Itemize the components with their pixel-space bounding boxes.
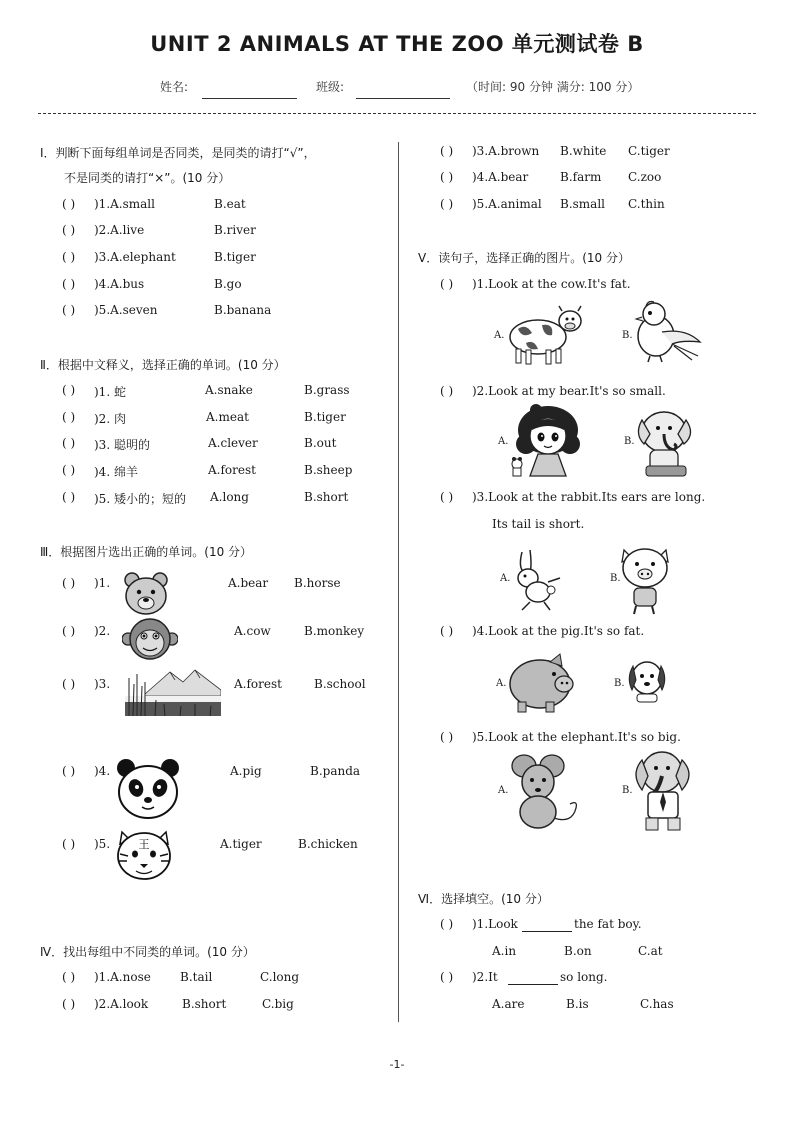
answer-blank[interactable]: ( ) <box>62 677 76 691</box>
section-1-title-2: 不是同类的请打“×”。(10 分） <box>64 171 231 185</box>
question: )2. <box>94 624 111 638</box>
answer-blank[interactable]: ( ) <box>440 144 454 158</box>
option-c: C.big <box>262 997 294 1011</box>
option-b: B.tiger <box>304 410 346 424</box>
girl-with-bear-picture[interactable] <box>508 404 584 480</box>
option-a: A.bear <box>228 576 269 590</box>
puppy-picture[interactable] <box>624 656 670 704</box>
name-label: 姓名: <box>160 80 189 94</box>
question: )1.A.nose <box>94 970 151 984</box>
answer-blank[interactable]: ( ) <box>62 764 76 778</box>
option-a: A.meat <box>206 410 249 424</box>
option-b: B.banana <box>214 303 272 317</box>
answer-blank[interactable]: ( ) <box>62 624 76 638</box>
question: )4. 绵羊 <box>94 465 138 479</box>
divider <box>38 113 756 114</box>
option-a: A.forest <box>208 463 256 477</box>
big-elephant-picture[interactable] <box>630 748 696 834</box>
question: )1.A.small <box>94 197 155 211</box>
question: )2. 肉 <box>94 412 126 426</box>
pig-standing-picture[interactable] <box>618 542 672 616</box>
option-b: B.tail <box>180 970 213 984</box>
page-number: -1- <box>389 1058 405 1071</box>
option-a: A.are <box>492 997 525 1011</box>
section-3-title: Ⅲ．根据图片选出正确的单词。(10 分） <box>40 545 253 559</box>
forest-picture <box>125 664 221 716</box>
picture-label-b: B. <box>624 436 635 447</box>
option-b: B.monkey <box>304 624 365 638</box>
page-title: UNIT 2 ANIMALS AT THE ZOO 单元测试卷 B <box>150 32 644 56</box>
question: )3. <box>94 677 111 691</box>
option-b: B.sheep <box>304 463 353 477</box>
question: )5.A.animal <box>472 197 542 211</box>
option-c: C.at <box>638 944 663 958</box>
bear-face-picture <box>122 570 170 616</box>
option-c: C.has <box>640 997 674 1011</box>
answer-blank[interactable]: ( ) <box>440 170 454 184</box>
rabbit-picture[interactable] <box>508 548 568 612</box>
question: )4.Look at the pig.It's so fat. <box>472 624 645 638</box>
option-b: B.chicken <box>298 837 358 851</box>
option-a: A.pig <box>230 764 262 778</box>
fill-blank[interactable] <box>508 971 558 985</box>
picture-label-b: B. <box>614 678 625 689</box>
picture-label-b: B. <box>622 330 633 341</box>
option-b: B.horse <box>294 576 341 590</box>
section-6-title: Ⅵ．选择填空。(10 分） <box>418 892 549 906</box>
mouse-picture[interactable] <box>508 752 580 832</box>
option-b: B.eat <box>214 197 246 211</box>
picture-label-a: A. <box>498 436 509 447</box>
answer-blank[interactable]: ( ) <box>440 197 454 211</box>
option-a: A.tiger <box>220 837 262 851</box>
section-4-title: Ⅳ．找出每组中不同类的单词。(10 分） <box>40 945 255 959</box>
option-b: B.short <box>182 997 227 1011</box>
option-b: B.farm <box>560 170 602 184</box>
option-b: B.grass <box>304 383 350 397</box>
answer-blank[interactable]: ( ) <box>62 970 76 984</box>
question: )1.Look at the cow.It's fat. <box>472 277 631 291</box>
class-label: 班级: <box>316 80 345 94</box>
picture-label-a: A. <box>496 678 507 689</box>
answer-blank[interactable]: ( ) <box>440 490 454 504</box>
question: )4. <box>94 764 111 778</box>
option-c: C.zoo <box>628 170 662 184</box>
option-b: B.white <box>560 144 607 158</box>
picture-label-a: A. <box>500 573 511 584</box>
question: )5.Look at the elephant.It's so big. <box>472 730 681 744</box>
time-score: （时间: 90 分钟 满分: 100 分） <box>466 80 640 94</box>
column-divider <box>398 142 399 1022</box>
option-a: A.in <box>492 944 517 958</box>
answer-blank[interactable]: ( ) <box>62 223 76 237</box>
answer-blank[interactable]: ( ) <box>62 277 76 291</box>
answer-blank[interactable]: ( ) <box>62 383 76 397</box>
question-end: the fat boy. <box>574 917 642 931</box>
option-a: A.forest <box>234 677 282 691</box>
question-line-2: Its tail is short. <box>492 517 585 531</box>
option-b: B.short <box>304 490 349 504</box>
answer-blank[interactable]: ( ) <box>62 997 76 1011</box>
answer-blank[interactable]: ( ) <box>62 576 76 590</box>
section-2-title: Ⅱ．根据中文释义，选择正确的单词。(10 分） <box>40 358 286 372</box>
section-1-title: Ⅰ．判断下面每组单词是否同类，是同类的请打“√”， <box>40 146 316 160</box>
option-a: A.cow <box>234 624 271 638</box>
question: )3.Look at the rabbit.Its ears are long. <box>472 490 706 504</box>
option-b: B.small <box>560 197 605 211</box>
question: )4.A.bear <box>472 170 529 184</box>
bird-picture[interactable] <box>632 298 702 364</box>
fill-blank[interactable] <box>522 918 572 932</box>
question: )3. 聪明的 <box>94 438 150 452</box>
picture-label-b: B. <box>610 573 621 584</box>
name-field[interactable] <box>202 80 297 99</box>
option-b: B.go <box>214 277 242 291</box>
picture-label-a: A. <box>494 330 505 341</box>
answer-blank[interactable]: ( ) <box>62 837 76 851</box>
answer-blank[interactable]: ( ) <box>62 250 76 264</box>
option-b: B.river <box>214 223 256 237</box>
tiger-face-picture <box>114 826 174 880</box>
question: )3.A.elephant <box>94 250 176 264</box>
answer-blank[interactable]: ( ) <box>62 436 76 450</box>
option-c: C.long <box>260 970 300 984</box>
question: )2.It <box>472 970 498 984</box>
option-a: A.clever <box>208 436 258 450</box>
picture-label-a: A. <box>498 785 509 796</box>
panda-face-picture <box>116 758 180 820</box>
monkey-face-picture <box>122 617 178 661</box>
answer-blank[interactable]: ( ) <box>440 970 454 984</box>
answer-blank[interactable]: ( ) <box>440 277 454 291</box>
answer-blank[interactable]: ( ) <box>62 303 76 317</box>
answer-blank[interactable]: ( ) <box>440 624 454 638</box>
tiger-forehead-mark: 王 <box>138 838 150 851</box>
small-elephant-picture[interactable] <box>634 404 698 480</box>
option-c: C.tiger <box>628 144 670 158</box>
answer-blank[interactable]: ( ) <box>440 730 454 744</box>
option-b: B.out <box>304 436 337 450</box>
fat-pig-picture[interactable] <box>506 650 576 714</box>
answer-blank[interactable]: ( ) <box>440 384 454 398</box>
question: )2.Look at my bear.It's so small. <box>472 384 666 398</box>
question: )5.A.seven <box>94 303 158 317</box>
option-b: B.tiger <box>214 250 256 264</box>
question: )3.A.brown <box>472 144 540 158</box>
cow-picture[interactable] <box>504 305 584 367</box>
question: )1.Look <box>472 917 518 931</box>
answer-blank[interactable]: ( ) <box>440 917 454 931</box>
question-end: so long. <box>560 970 608 984</box>
option-b: B.on <box>564 944 592 958</box>
option-b: B.school <box>314 677 366 691</box>
answer-blank[interactable]: ( ) <box>62 463 76 477</box>
answer-blank[interactable]: ( ) <box>62 490 76 504</box>
option-a: A.long <box>210 490 249 504</box>
answer-blank[interactable]: ( ) <box>62 197 76 211</box>
option-b: B.panda <box>310 764 361 778</box>
question: )4.A.bus <box>94 277 145 291</box>
question: )2.A.look <box>94 997 149 1011</box>
question: )1. 蛇 <box>94 385 126 399</box>
option-c: C.thin <box>628 197 665 211</box>
question: )5. 矮小的；短的 <box>94 492 186 506</box>
option-a: A.snake <box>205 383 253 397</box>
class-field[interactable] <box>356 80 450 99</box>
question: )2.A.live <box>94 223 145 237</box>
picture-label-b: B. <box>622 785 633 796</box>
option-b: B.is <box>566 997 589 1011</box>
answer-blank[interactable]: ( ) <box>62 410 76 424</box>
question: )1. <box>94 576 111 590</box>
question: )5. <box>94 837 111 851</box>
section-5-title: Ⅴ．读句子，选择正确的图片。(10 分） <box>418 251 630 265</box>
